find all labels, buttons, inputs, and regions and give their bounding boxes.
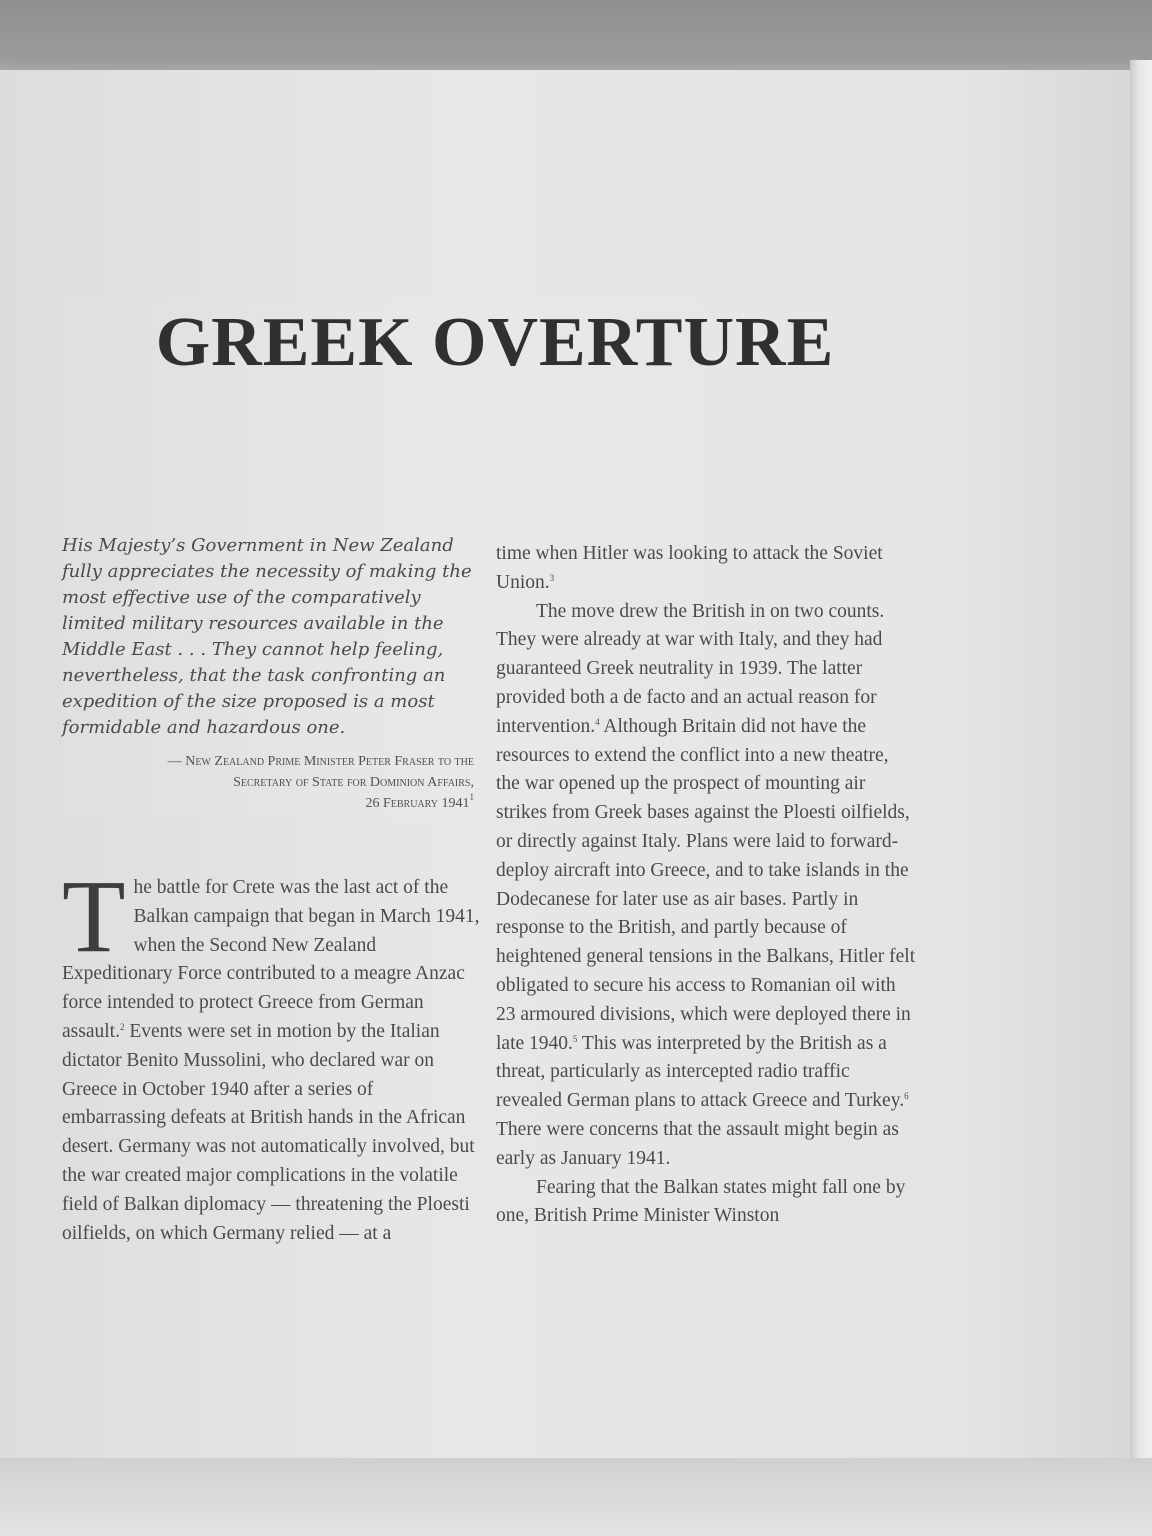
footnote-ref: 6 (904, 1091, 909, 1102)
paragraph-text: Although Britain did not have the resources to extend the conflict into a new theatre, the war opened up the prospect of mounting air strikes from Greek bases against the Ploesti oilfields, or directly against Italy. Plans were laid to forward-deploy aircraft into Greece, and to take islands in the Dodecanese for later use as air bases. Partly in response to the British, and partly because of heightened general tensions in the Balkans, Hitler felt obligated to secure his access to Romanian oil with 23 armoured divisions, which were deployed there in late 1940. (496, 715, 916, 1054)
paragraph-continued (496, 540, 916, 598)
footnote-ref: 1 (469, 792, 474, 802)
attribution-line-2: Secretary of State for Dominion Affairs, (233, 775, 474, 790)
footnote-ref: 5 (572, 1033, 578, 1044)
paragraph-text: Events were set in motion by the Italian dictator Benito Mussolini, who declared war on Greece in October 1940 after a series of embarrassing defeats at British hands in the African desert. Germany was not automatically involved, but the war created major complications in the volatile field of Balkan diplomacy — threatening the Ploesti oilfields, on which Germany relied — at a (62, 1020, 475, 1244)
attribution-line-3 (62, 793, 474, 814)
paragraph-text: he battle for Crete was the last act of the Balkan campaign that began in March 1941, when the Second New Zealand Expeditionary Force contributed to a meagre Anzac force intended to protect Greece from German assault. (62, 877, 480, 1042)
page-edge (1130, 60, 1152, 1460)
left-column (62, 533, 480, 1248)
paragraph-text: time when Hitler was looking to attack the Soviet Union. (496, 543, 883, 593)
footnote-ref: 4 (595, 716, 600, 727)
paragraph-text: The move drew the British in on two counts. They were already at war with Italy, and they had guaranteed Greek neutrality in 1939. The latter provided both a de facto and an actual reason for intervention. (496, 600, 885, 737)
paragraph-text: This was interpreted by the British as a threat, particularly as intercepted radio traffic revealed German plans to attack Greece and Turkey. (496, 1032, 905, 1112)
footnote-ref: 2 (119, 1021, 125, 1032)
opening-paragraph (62, 859, 480, 1248)
right-column (496, 540, 916, 1231)
paragraph-2 (496, 598, 916, 1174)
attribution-line-1: — New Zealand Prime Minister Peter Fraser to the (167, 754, 474, 769)
page-title: GREEK OVERTURE (155, 304, 835, 381)
attribution-date: 26 February 1941 (365, 796, 470, 811)
epigraph-quote: His Majesty’s Government in New Zealand fully appreciates the necessity of making the most effective use of the comparatively limited military resources available in the Middle East . . . They cannot help feeling, nevertheless, that the task confronting an expedition of the size proposed is a most formidable and hazardous one. (62, 535, 472, 738)
surface-below-page (0, 1458, 1152, 1536)
epigraph-attribution (62, 751, 480, 814)
drop-cap: T (62, 859, 126, 974)
paragraph-text: There were concerns that the assault might begin as early as January 1941. (496, 1118, 899, 1169)
footnote-ref: 3 (549, 572, 555, 583)
paragraph-3: Fearing that the Balkan states might fall one by one, British Prime Minister Winston (496, 1176, 906, 1227)
